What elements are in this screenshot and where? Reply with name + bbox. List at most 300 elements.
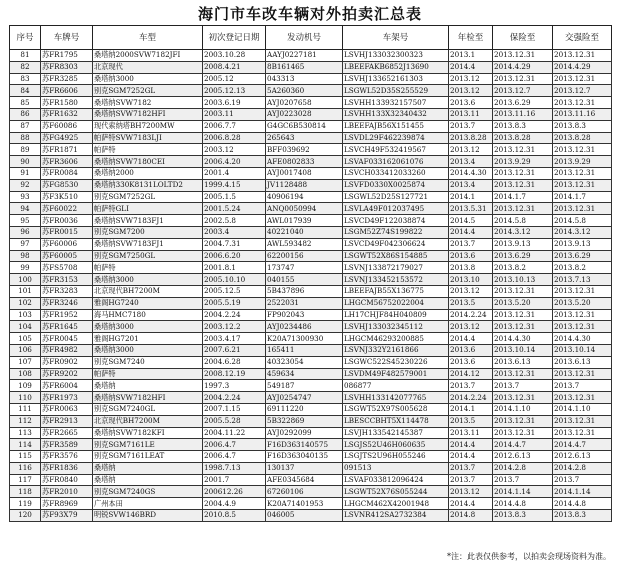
table-cell: 2013.6.29 — [553, 250, 612, 262]
table-cell: 2014.5.8 — [553, 215, 612, 227]
table-cell: 81 — [10, 50, 41, 62]
table-cell: 2003.11 — [203, 108, 266, 120]
table-cell: 2013.8.28 — [449, 132, 493, 144]
table-cell: 北京现代BH7200M — [93, 415, 203, 427]
table-cell: 90 — [10, 156, 41, 168]
table-cell: 040155 — [266, 274, 343, 286]
table-row — [10, 285, 612, 297]
table-cell: 别克SGM7161LEAT — [93, 451, 203, 463]
table-cell: 2013.10.14 — [553, 344, 612, 356]
table-cell: 帕萨特 — [93, 262, 203, 274]
table-cell: 115 — [10, 451, 41, 463]
table-cell: LSVNJ133452153572 — [343, 274, 449, 286]
table-cell: 2013.12 — [449, 321, 493, 333]
table-cell: LSVAF033162061076 — [343, 156, 449, 168]
header-cell: 车架号 — [343, 26, 449, 50]
table-cell: 帕萨特SVW7183LJI — [93, 132, 203, 144]
table-cell: 帕萨特 — [93, 368, 203, 380]
table-cell: 2014.4.30 — [493, 333, 553, 345]
table-row — [10, 73, 612, 85]
header-cell: 保险至 — [493, 26, 553, 50]
table-row — [10, 486, 612, 498]
table-cell: 549187 — [266, 380, 343, 392]
table-row — [10, 344, 612, 356]
table-cell: 104 — [10, 321, 41, 333]
table-cell: LHGCM462X42001948 — [343, 498, 449, 510]
table-cell: F16D363140575 — [266, 439, 343, 451]
table-cell: 别克SGM7240 — [93, 356, 203, 368]
table-cell: 40323054 — [266, 356, 343, 368]
table-cell: 桑塔纳330K8131LOLTD2 — [93, 179, 203, 191]
table-cell: 103 — [10, 309, 41, 321]
table-cell: 40221040 — [266, 226, 343, 238]
table-cell: AYJ0207658 — [266, 97, 343, 109]
table-cell: LSGWL52D35S255529 — [343, 85, 449, 97]
table-cell: 苏FR1632 — [41, 108, 93, 120]
table-cell: 2013.4 — [449, 156, 493, 168]
table-cell: AFE0802833 — [266, 156, 343, 168]
table-cell: 2006.7.7 — [203, 120, 266, 132]
table-cell: 桑塔纳3000 — [93, 344, 203, 356]
table-cell: 苏FR3285 — [41, 73, 93, 85]
table-cell: 苏FR3283 — [41, 285, 93, 297]
table-cell: 2004.7.31 — [203, 238, 266, 250]
table-cell: JV1128488 — [266, 179, 343, 191]
table-row — [10, 439, 612, 451]
table-cell: 苏FR8303 — [41, 61, 93, 73]
table-cell: AYJ0017408 — [266, 167, 343, 179]
table-cell: 2013.12.31 — [493, 203, 553, 215]
table-cell: 2013.8 — [449, 262, 493, 274]
table-cell: 苏FR2913 — [41, 415, 93, 427]
table-cell: 1998.7.13 — [203, 462, 266, 474]
table-cell: 帕萨特 — [93, 144, 203, 156]
table-cell: 2014.4 — [449, 439, 493, 451]
table-cell: 2013.10.13 — [493, 274, 553, 286]
table-row — [10, 474, 612, 486]
table-cell: 2014.2.24 — [449, 392, 493, 404]
table-cell: 苏FG4925 — [41, 132, 93, 144]
table-cell: 87 — [10, 120, 41, 132]
table-cell: 2007.6.21 — [203, 344, 266, 356]
table-row — [10, 61, 612, 73]
table-cell: LSGWL52D25S127721 — [343, 191, 449, 203]
table-cell: 2005.1.5 — [203, 191, 266, 203]
table-cell: 2014.4.7 — [493, 439, 553, 451]
table-cell: 2013.7 — [449, 238, 493, 250]
table-cell: LSVCH49F532419567 — [343, 144, 449, 156]
table-cell: 93 — [10, 191, 41, 203]
table-cell: 2003.12.2 — [203, 321, 266, 333]
table-cell: 118 — [10, 486, 41, 498]
table-cell: 2013.6.13 — [493, 356, 553, 368]
table-cell: 苏FR0902 — [41, 356, 93, 368]
table-cell: 2008.12.19 — [203, 368, 266, 380]
table-cell: LSVJH133542145387 — [343, 427, 449, 439]
table-cell: 2013.12.31 — [553, 144, 612, 156]
table-cell: 2006.8.28 — [203, 132, 266, 144]
table-cell: LBESCCBHT5X114478 — [343, 415, 449, 427]
header-cell: 序号 — [10, 26, 41, 50]
table-cell: 桑塔纳 — [93, 462, 203, 474]
table-cell: 2005.12.13 — [203, 85, 266, 97]
table-row — [10, 274, 612, 286]
table-row — [10, 167, 612, 179]
table-cell: 2013.12.31 — [553, 50, 612, 62]
table-cell: 2014.2.8 — [553, 462, 612, 474]
table-cell: 100 — [10, 274, 41, 286]
table-cell: 102 — [10, 297, 41, 309]
table-cell: 2013.6 — [449, 250, 493, 262]
table-body — [10, 50, 612, 522]
table-row — [10, 203, 612, 215]
table-cell: 2014.5 — [449, 215, 493, 227]
table-cell: 112 — [10, 415, 41, 427]
table-cell: 2014.1.7 — [493, 191, 553, 203]
table-cell: 2013.12.7 — [493, 85, 553, 97]
table-cell: AYJ0292099 — [266, 427, 343, 439]
table-row — [10, 403, 612, 415]
table-cell: LSVNR412SA2732384 — [343, 510, 449, 522]
table-row — [10, 356, 612, 368]
table-cell: 2001.7 — [203, 474, 266, 486]
table-cell: 2010.8.5 — [203, 510, 266, 522]
table-cell: 2013.12 — [449, 285, 493, 297]
table-cell: 桑塔纳2000 — [93, 167, 203, 179]
table-cell: 114 — [10, 439, 41, 451]
table-cell: 苏FR3576 — [41, 451, 93, 463]
table-cell: LSGWC522S45230226 — [343, 356, 449, 368]
table-cell: 2014.4 — [449, 333, 493, 345]
table-cell: 桑塔纳SVW7180CEI — [93, 156, 203, 168]
table-row — [10, 309, 612, 321]
table-cell: 2014.3.12 — [493, 226, 553, 238]
table-cell: 2013.8.28 — [493, 132, 553, 144]
table-cell: AAYJ0227181 — [266, 50, 343, 62]
table-cell: 2013.12.31 — [553, 415, 612, 427]
table-cell: LSVAF033812096424 — [343, 474, 449, 486]
table-row — [10, 85, 612, 97]
table-cell: AWL593482 — [266, 238, 343, 250]
table-cell: 2014.3.12 — [553, 226, 612, 238]
page-title: 海门市车改车辆对外拍卖汇总表 — [197, 5, 422, 23]
table-cell: 111 — [10, 403, 41, 415]
table-cell: LBEEFAKB6852J13690 — [343, 61, 449, 73]
table-cell: 2013.5.20 — [553, 297, 612, 309]
table-cell: 2014.1.14 — [493, 486, 553, 498]
footnote: *注：此表仅供参考，以拍卖会现场资料为准。 — [447, 552, 611, 561]
table-cell: 桑塔纳SVW7182KFI — [93, 427, 203, 439]
table-cell: 2013.12.31 — [493, 392, 553, 404]
table-cell: 2014.4 — [449, 451, 493, 463]
table-cell: 2013.8.2 — [553, 262, 612, 274]
table-cell: 5B437896 — [266, 285, 343, 297]
table-cell: 苏FR1580 — [41, 97, 93, 109]
table-row — [10, 368, 612, 380]
table-cell: 046005 — [266, 510, 343, 522]
table-cell: 2014.8 — [449, 510, 493, 522]
table-cell: LBEEFAJB55X136775 — [343, 285, 449, 297]
table-cell: LSVHH133142077765 — [343, 392, 449, 404]
table-cell: 苏FR4982 — [41, 344, 93, 356]
table-cell: 2008.4.21 — [203, 61, 266, 73]
table-cell: 雅阁HG7240 — [93, 297, 203, 309]
table-cell: 2013.11 — [449, 108, 493, 120]
table-cell: 2013.12.31 — [553, 368, 612, 380]
table-cell: 苏FR6606 — [41, 85, 93, 97]
table-cell: 苏FR1795 — [41, 50, 93, 62]
table-cell: 2014.1.10 — [493, 403, 553, 415]
table-cell: 2007.1.15 — [203, 403, 266, 415]
table-cell: 2014.4 — [449, 498, 493, 510]
table-cell: 苏FR8969 — [41, 498, 93, 510]
table-cell: LSGM52Z74S199822 — [343, 226, 449, 238]
table-cell: 2014.12 — [449, 368, 493, 380]
table-cell: 2014.4.7 — [553, 439, 612, 451]
table-row — [10, 132, 612, 144]
table-cell: 91 — [10, 167, 41, 179]
table-cell: 62200156 — [266, 250, 343, 262]
table-cell: 桑塔纳3000 — [93, 73, 203, 85]
table-cell: LSVHJ133032300323 — [343, 50, 449, 62]
table-cell: 苏FR0084 — [41, 167, 93, 179]
table-cell: 2013.9.29 — [493, 156, 553, 168]
table-cell: 2013.12.31 — [493, 415, 553, 427]
table-cell: 108 — [10, 368, 41, 380]
table-cell: 2013.12 — [449, 85, 493, 97]
table-cell: 2014.4.8 — [493, 498, 553, 510]
table-cell: 2003.4 — [203, 226, 266, 238]
table-cell: 2013.11.16 — [493, 108, 553, 120]
table-cell: 苏FR3153 — [41, 274, 93, 286]
table-cell: LSVLA49F012037495 — [343, 203, 449, 215]
table-cell: 北京现代BH7200M — [93, 285, 203, 297]
table-cell: 113 — [10, 427, 41, 439]
table-cell: 2013.12.31 — [493, 368, 553, 380]
table-cell: 101 — [10, 285, 41, 297]
table-cell: 96 — [10, 226, 41, 238]
table-cell: 2014.1.14 — [553, 486, 612, 498]
table-row — [10, 462, 612, 474]
table-cell: 2013.5 — [449, 297, 493, 309]
table-cell: 2013.12.31 — [553, 427, 612, 439]
table-cell: 95 — [10, 215, 41, 227]
table-cell: 2013.12.31 — [553, 73, 612, 85]
table-cell: 2013.5.31 — [449, 203, 493, 215]
table-cell: 别克SGM7250GL — [93, 250, 203, 262]
table-row — [10, 451, 612, 463]
table-cell: 2013.8.28 — [553, 132, 612, 144]
table-cell: 桑塔纳 — [93, 474, 203, 486]
table-cell: 2013.12.31 — [553, 97, 612, 109]
table-cell: 2005.12.5 — [203, 285, 266, 297]
table-cell: 2014.1.10 — [553, 403, 612, 415]
table-cell: 苏F60022 — [41, 203, 93, 215]
table-row — [10, 380, 612, 392]
table-cell: 苏FR9202 — [41, 368, 93, 380]
table-cell: 2013.5 — [449, 415, 493, 427]
table-cell: 2013.12 — [449, 486, 493, 498]
table-cell: 2014.1.7 — [553, 191, 612, 203]
table-cell: 苏F60005 — [41, 250, 93, 262]
table-cell: 2013.12.31 — [553, 392, 612, 404]
table-cell: LHGCM56752022004 — [343, 297, 449, 309]
table-cell: 2014.4.30 — [553, 333, 612, 345]
table-cell: 091513 — [343, 462, 449, 474]
table-cell: 200612.26 — [203, 486, 266, 498]
table-cell: LBEEFAJB56X151455 — [343, 120, 449, 132]
table-cell: 107 — [10, 356, 41, 368]
table-cell: 99 — [10, 262, 41, 274]
table-cell: 苏FG8530 — [41, 179, 93, 191]
table-cell: 2013.12.7 — [553, 85, 612, 97]
table-header-row — [10, 26, 612, 50]
table-row — [10, 392, 612, 404]
table-cell: BFF039692 — [266, 144, 343, 156]
table-cell: 2013.4 — [449, 179, 493, 191]
table-cell: 83 — [10, 73, 41, 85]
table-cell: 2013.12.31 — [553, 309, 612, 321]
table-cell: 69111220 — [266, 403, 343, 415]
table-cell: 84 — [10, 85, 41, 97]
table-cell: 帕萨特GLI — [93, 203, 203, 215]
table-cell: 2001.8.1 — [203, 262, 266, 274]
table-cell: 苏FR1973 — [41, 392, 93, 404]
table-cell: 苏FR0063 — [41, 403, 93, 415]
table-cell: 2013.11.16 — [553, 108, 612, 120]
table-cell: 97 — [10, 238, 41, 250]
table-cell: 苏FR6004 — [41, 380, 93, 392]
table-cell: AFE0345684 — [266, 474, 343, 486]
table-cell: 2004.4.9 — [203, 498, 266, 510]
table-cell: LSGJS52U46H060635 — [343, 439, 449, 451]
table-row — [10, 510, 612, 522]
table-cell: 110 — [10, 392, 41, 404]
table-cell: LH17CHJF84H040809 — [343, 309, 449, 321]
table-cell: 2006.4.20 — [203, 156, 266, 168]
table-cell: 2013.12.31 — [553, 179, 612, 191]
table-cell: LSVHH133X32340432 — [343, 108, 449, 120]
table-cell: 苏FR0045 — [41, 333, 93, 345]
table-row — [10, 156, 612, 168]
table-cell: 86 — [10, 108, 41, 120]
table-cell: K20A71300930 — [266, 333, 343, 345]
table-cell: F16D363040135 — [266, 451, 343, 463]
table-cell: 别克SGM7252GL — [93, 85, 203, 97]
table-cell: 117 — [10, 474, 41, 486]
table-cell: 2005.10.10 — [203, 274, 266, 286]
table-cell: LSGWT52X86S154885 — [343, 250, 449, 262]
table-cell: 2013.7.13 — [553, 274, 612, 286]
table-cell: 2013.1 — [449, 50, 493, 62]
table-row — [10, 297, 612, 309]
table-row — [10, 179, 612, 191]
table-cell: 2013.12.31 — [553, 203, 612, 215]
table-row — [10, 238, 612, 250]
table-cell: 2013.6 — [449, 97, 493, 109]
table-cell: 2003.12 — [203, 144, 266, 156]
table-row — [10, 250, 612, 262]
table-cell: 苏FR0015 — [41, 226, 93, 238]
table-cell: 2006.6.20 — [203, 250, 266, 262]
table-cell: 2004.2.24 — [203, 309, 266, 321]
table-cell: 2013.7 — [449, 474, 493, 486]
table-cell: 苏FR1871 — [41, 144, 93, 156]
table-cell: 2013.12.31 — [553, 167, 612, 179]
header-cell: 交强险至 — [553, 26, 612, 50]
table-cell: LSVHJ133652161303 — [343, 73, 449, 85]
table-cell: AWL017939 — [266, 215, 343, 227]
table-cell: 桑塔纳SVW7182HFI — [93, 108, 203, 120]
table-cell: 2522031 — [266, 297, 343, 309]
header-cell: 初次登记日期 — [203, 26, 266, 50]
table-cell: 2013.12.31 — [493, 285, 553, 297]
table-cell: 苏FS5708 — [41, 262, 93, 274]
table-cell: 苏FR2010 — [41, 486, 93, 498]
table-cell: 2005.5.19 — [203, 297, 266, 309]
table-cell: 2013.12.31 — [493, 144, 553, 156]
auction-summary-table — [9, 25, 612, 522]
table-row — [10, 191, 612, 203]
table-cell: LSGWT52X76S055244 — [343, 486, 449, 498]
table-cell: 67260106 — [266, 486, 343, 498]
table-cell: 2014.4.29 — [493, 61, 553, 73]
table-cell: 2013.8.3 — [553, 120, 612, 132]
table-row — [10, 415, 612, 427]
table-cell: 2013.8.3 — [493, 510, 553, 522]
table-cell: 苏FR0036 — [41, 215, 93, 227]
table-cell: 2013.12.31 — [493, 50, 553, 62]
table-cell: 2013.7 — [493, 474, 553, 486]
table-cell: 105 — [10, 333, 41, 345]
header-cell: 车牌号 — [41, 26, 93, 50]
table-cell: 8B161465 — [266, 61, 343, 73]
table-cell: G4GC6B530814 — [266, 120, 343, 132]
table-row — [10, 97, 612, 109]
table-cell: 桑塔纳SVW7182 — [93, 97, 203, 109]
table-cell: 2013.9.13 — [493, 238, 553, 250]
table-cell: 2013.12 — [449, 73, 493, 85]
table-cell: 2013.7 — [449, 120, 493, 132]
table-cell: 1999.4.15 — [203, 179, 266, 191]
table-cell: FP902043 — [266, 309, 343, 321]
table-cell: 2014.4.29 — [553, 61, 612, 73]
table-cell: 桑塔纳3000 — [93, 274, 203, 286]
table-cell: 2003.4.17 — [203, 333, 266, 345]
table-cell: 桑塔纳SVW7182HFI — [93, 392, 203, 404]
table-cell: 广州本田 — [93, 498, 203, 510]
table-cell: 海马HMC7180 — [93, 309, 203, 321]
table-cell: LSVNJ133872179027 — [343, 262, 449, 274]
table-cell: 2014.4 — [449, 226, 493, 238]
table-cell: 1997.3 — [203, 380, 266, 392]
table-cell: 086877 — [343, 380, 449, 392]
table-cell: 94 — [10, 203, 41, 215]
table-cell: 2005.12 — [203, 73, 266, 85]
table-cell: 桑塔纳SVW7183FJ1 — [93, 215, 203, 227]
table-cell: 120 — [10, 510, 41, 522]
table-cell: 2012.6.13 — [493, 451, 553, 463]
table-cell: 2013.8.3 — [493, 120, 553, 132]
table-row — [10, 120, 612, 132]
table-cell: LSVHH133932157507 — [343, 97, 449, 109]
table-cell: 265643 — [266, 132, 343, 144]
table-cell: 2014.1 — [449, 403, 493, 415]
table-cell: 2013.8.2 — [493, 262, 553, 274]
table-cell: 别克SGM7200 — [93, 226, 203, 238]
table-cell: 2013.7 — [449, 380, 493, 392]
table-cell: AYJ0234486 — [266, 321, 343, 333]
